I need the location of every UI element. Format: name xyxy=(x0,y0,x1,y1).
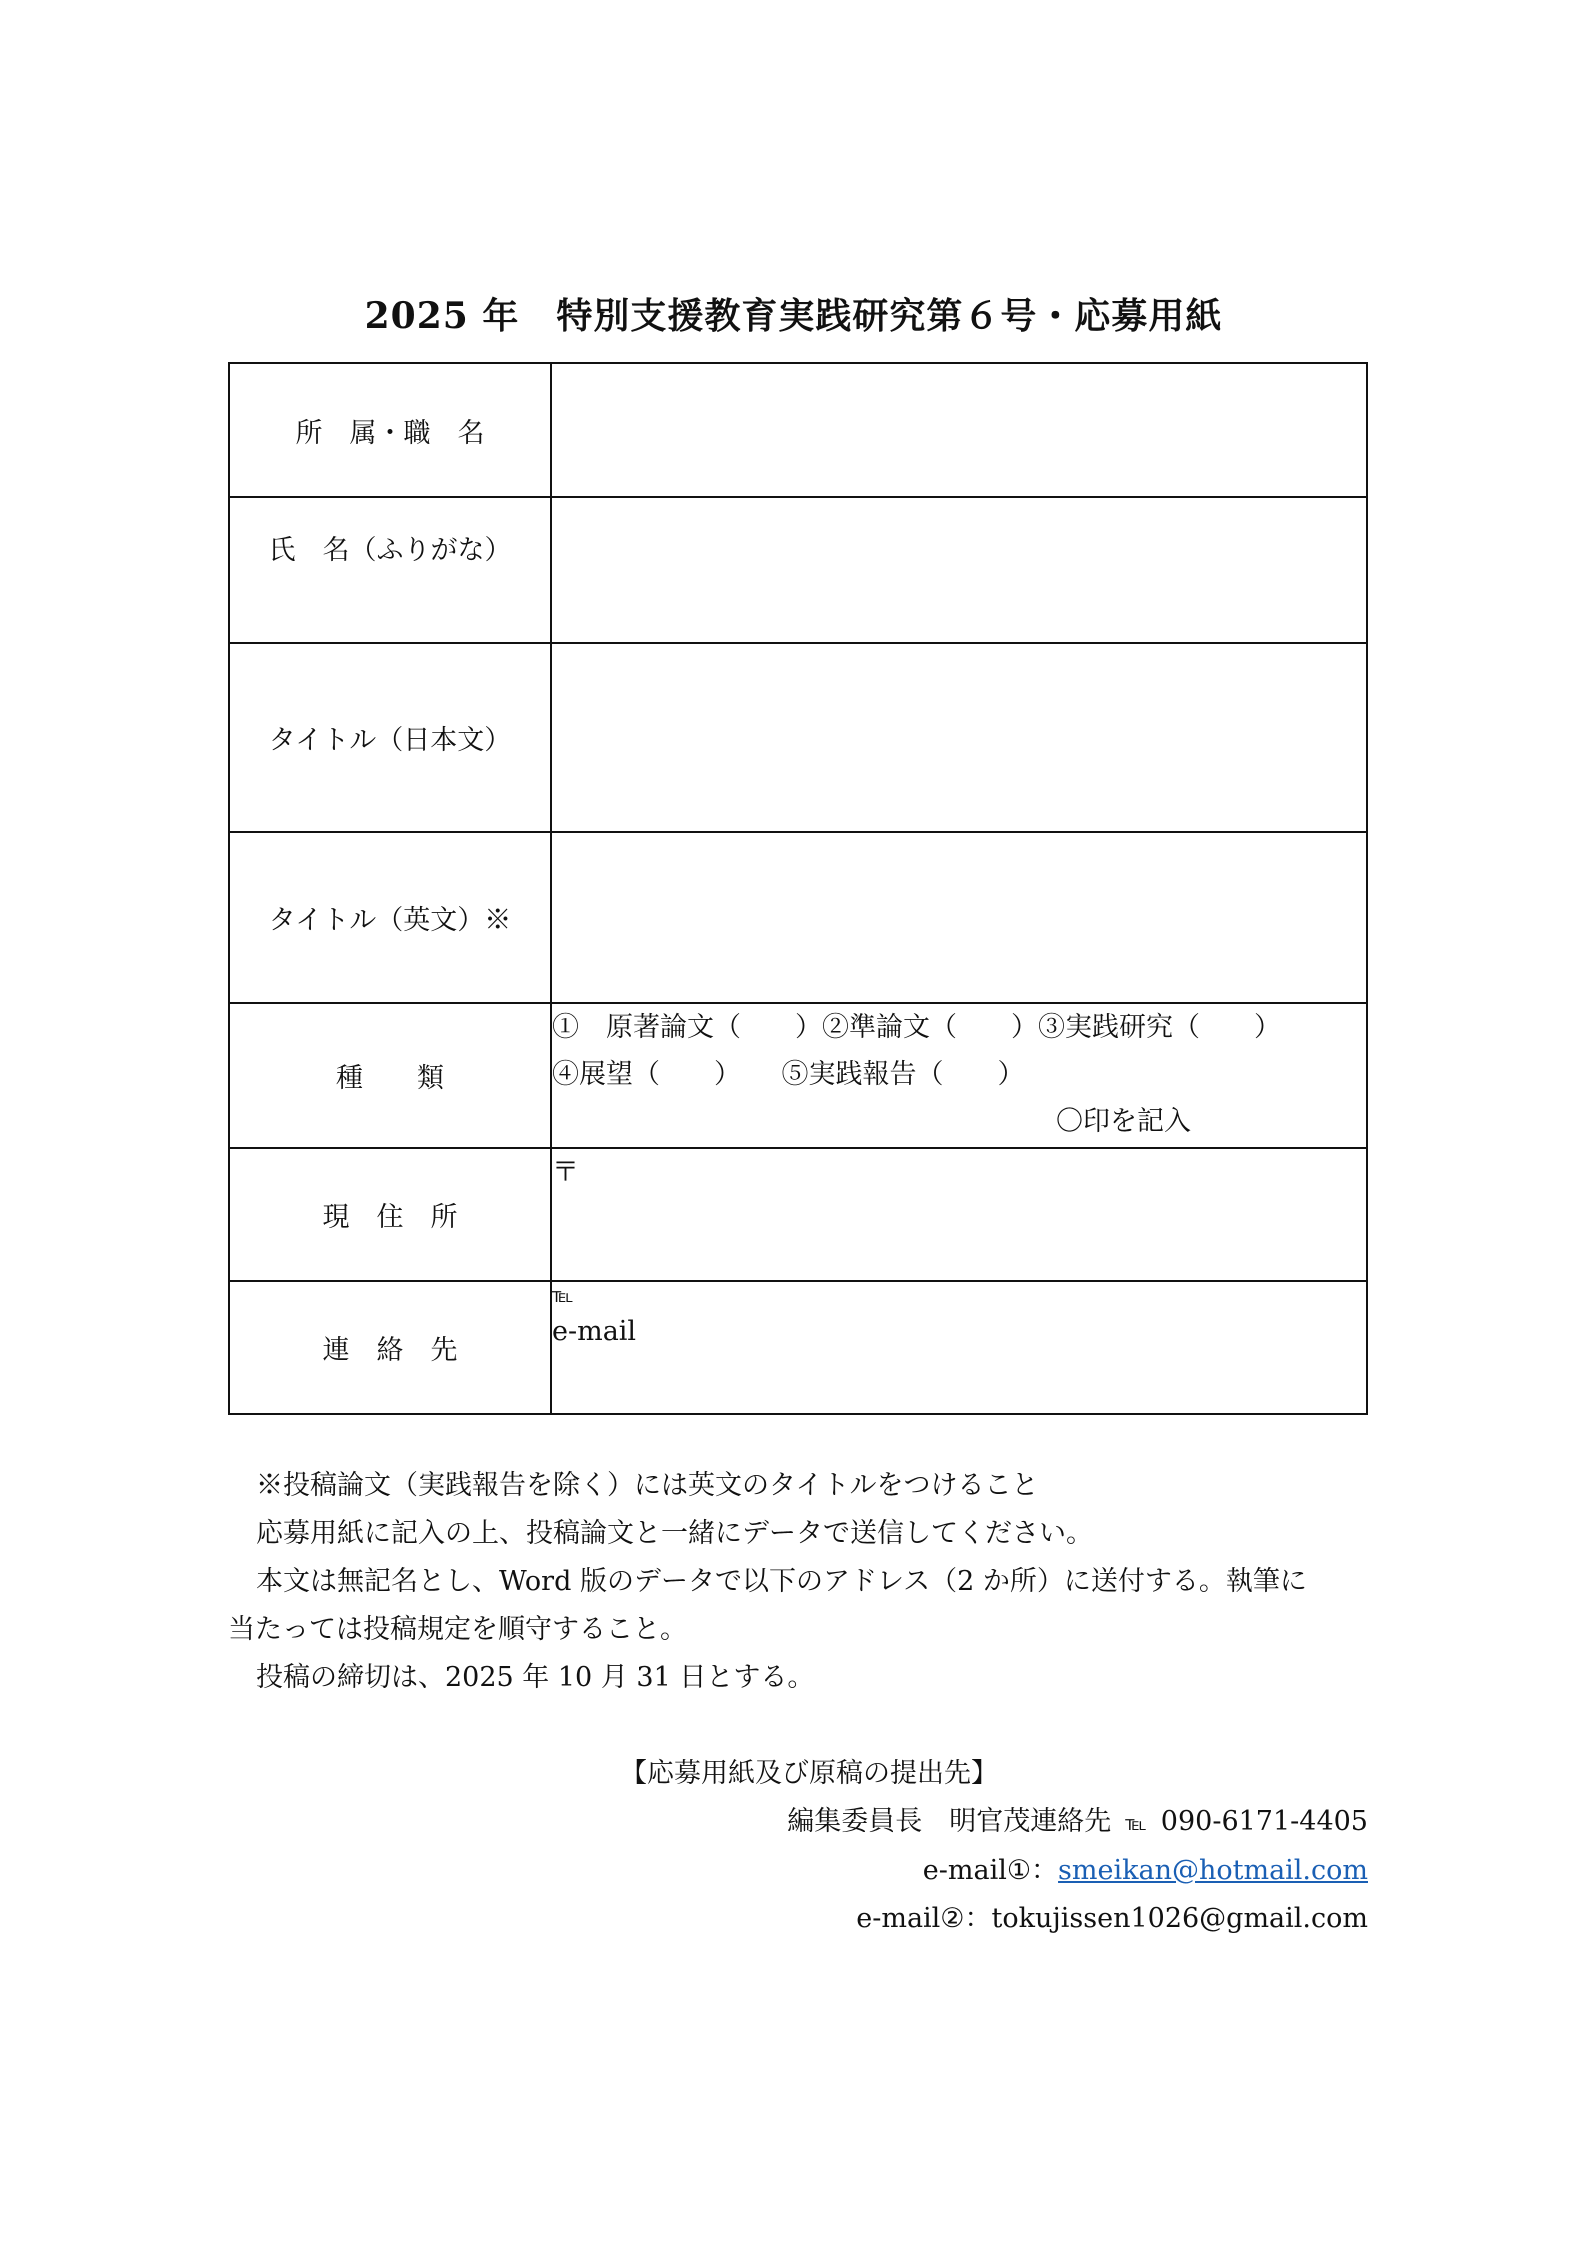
title-ja-label: タイトル（日本文） xyxy=(229,643,551,832)
tel-icon: ℡ xyxy=(1125,1811,1147,1835)
email2-address: tokujissen1026@gmail.com xyxy=(991,1903,1368,1934)
email2-label: e-mail②： xyxy=(856,1903,992,1934)
row-address xyxy=(229,1148,1367,1281)
type-options-line-1: ① 原著論文（ ）②準論文（ ）③実践研究（ ） xyxy=(552,1012,1281,1043)
title-ja-field[interactable] xyxy=(551,643,1367,832)
email-mark: e-mail xyxy=(552,1316,637,1347)
row-contact xyxy=(229,1281,1367,1414)
submission-notes xyxy=(228,1462,1368,1702)
page-title: 2025 年 特別支援教育実践研究第６号・応募用紙 xyxy=(364,295,1223,337)
note-deadline: 投稿の締切は、2025 年 10 月 31 日とする。 xyxy=(256,1662,815,1693)
editor-name: 編集委員長 明官茂連絡先 xyxy=(787,1806,1112,1837)
contact-heading: 【応募用紙及び原稿の提出先】 xyxy=(620,1758,998,1789)
address-field[interactable] xyxy=(551,1148,1367,1281)
email1-label: e-mail①： xyxy=(922,1855,1059,1886)
email1-link[interactable]: smeikan@hotmail.com xyxy=(1058,1855,1368,1886)
note-english-title: ※投稿論文（実践報告を除く）には英文のタイトルをつけること xyxy=(256,1470,1039,1501)
contact-label: 連 絡 先 xyxy=(229,1281,551,1414)
application-form-table xyxy=(228,362,1368,1415)
row-type xyxy=(229,1003,1367,1148)
type-field[interactable] xyxy=(551,1003,1367,1148)
submission-contact xyxy=(228,1750,1368,1943)
affiliation-field[interactable] xyxy=(551,363,1367,497)
address-label: 現 住 所 xyxy=(229,1148,551,1281)
note-follow-rules: 当たっては投稿規定を順守すること。 xyxy=(228,1614,687,1645)
email1-line xyxy=(228,1847,1368,1895)
email2-line xyxy=(228,1895,1368,1943)
name-label: 氏 名（ふりがな） xyxy=(229,497,551,643)
name-field[interactable] xyxy=(551,497,1367,643)
contact-field[interactable] xyxy=(551,1281,1367,1414)
type-label: 種 類 xyxy=(229,1003,551,1148)
note-submit-with-paper: 応募用紙に記入の上、投稿論文と一緒にデータで送信してください。 xyxy=(256,1518,1093,1549)
note-anonymous-word: 本文は無記名とし、Word 版のデータで以下のアドレス（2 か所）に送付する。執筆に xyxy=(256,1566,1307,1597)
row-title-en xyxy=(229,832,1367,1003)
row-name xyxy=(229,497,1367,643)
row-title-ja xyxy=(229,643,1367,832)
tel-number: 090-6171-4405 xyxy=(1160,1806,1368,1837)
tel-icon: ℡ xyxy=(552,1283,574,1307)
type-instruction: 〇印を記入 xyxy=(1056,1106,1191,1137)
title-en-label: タイトル（英文）※ xyxy=(229,832,551,1003)
affiliation-label: 所 属・職 名 xyxy=(229,363,551,497)
postal-mark: 〒 xyxy=(552,1157,579,1188)
type-options-line-2: ④展望（ ） ⑤実践報告（ ） xyxy=(552,1059,1025,1090)
row-affiliation xyxy=(229,363,1367,497)
editor-line xyxy=(228,1798,1368,1847)
title-en-field[interactable] xyxy=(551,832,1367,1003)
